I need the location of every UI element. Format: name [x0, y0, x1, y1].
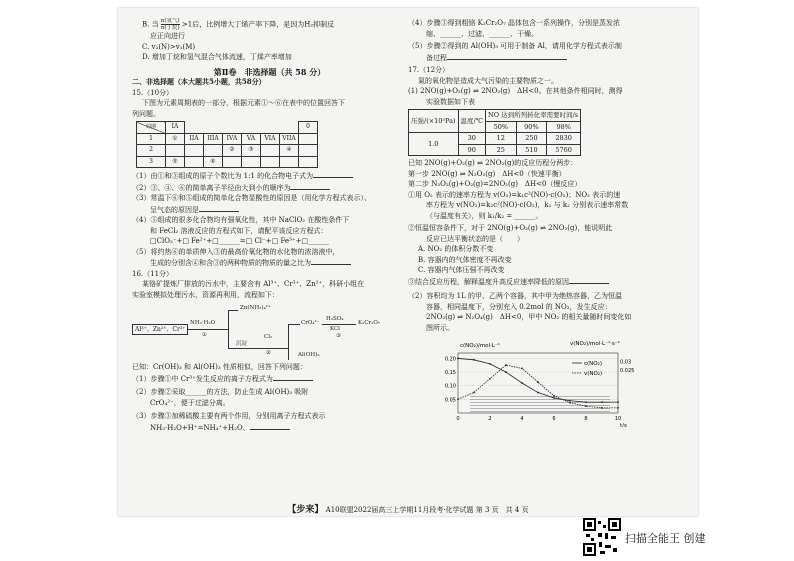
q17-option-b: B. 容器内的气体密度不再改变 [418, 255, 512, 264]
pt-cell: IIIA [204, 133, 223, 145]
point-c-no2 [553, 397, 555, 399]
pt-cell: 1 [137, 133, 166, 145]
pt-cell [261, 145, 280, 157]
y-tick-label-left: 0.15 [444, 370, 456, 377]
option-b [132, 18, 407, 31]
q16-3b [132, 422, 407, 434]
q17-1a: ①用 O₂ 表示的速率方程为 v(O₂)=k₁c²(NO)·c(O₂)；NO₂ 表示的速 [408, 190, 621, 199]
flow-reagent-kcl: KCl [330, 326, 340, 332]
dt-cell: 510 [516, 144, 547, 156]
flow-step-2: ② [266, 350, 271, 356]
flow-precipitate: 沉淀 [236, 341, 248, 347]
point-v-no2 [521, 368, 523, 370]
x-tick-label: 0 [456, 416, 460, 422]
q15-2-text: （2）③、④、⑥的简单离子半径由大到小的顺序为 [132, 183, 291, 192]
pt-row-2 [137, 145, 318, 157]
point-v-no2 [617, 407, 619, 409]
answer-blank[interactable] [569, 276, 609, 284]
q16-stem-2: 实验室模拟处理污水，资源再利用，流程如下： [132, 290, 279, 299]
right-column [408, 18, 692, 427]
flow-reagent-h2so4: H₂SO₄ [326, 316, 344, 322]
chart-svg [430, 335, 660, 427]
y-tick-label-right: 0.03 [620, 359, 632, 366]
dt-time-header: NO 达到所列转化率需要时间/s [486, 110, 581, 122]
q16-2a: （2）步骤②采取______的方法，防止生成 Al(OH)₃ 吸附 [132, 388, 309, 396]
point-v-no2 [569, 402, 571, 404]
pt-cell [166, 145, 185, 157]
ratio-fraction [161, 18, 180, 31]
dt-cell: 5760 [547, 144, 581, 156]
pt-cell: ③ [242, 145, 261, 157]
chart-hatched-region [470, 395, 610, 413]
q17-header: 17.（12分） [408, 66, 450, 74]
q15-3b [132, 204, 407, 216]
pt-cell [223, 156, 242, 168]
dt-cell: 12 [486, 133, 517, 145]
y-tick-label-left: 0.05 [444, 397, 456, 404]
flow-product: K₂Cr₂O₇ [358, 320, 381, 326]
chart-legend [572, 361, 602, 377]
pt-period-label: 周期 [145, 124, 156, 130]
flow-zn-complex: Zn(NH₃)₄²⁺ [240, 305, 271, 311]
q16-4a: （4）步骤③得到粗铬 K₂Cr₂O₇ 晶体包含一系列操作，分别是蒸发浓 [408, 19, 620, 27]
flow-chromate: CrO₄²⁻ [301, 320, 320, 326]
pt-cell [204, 145, 223, 157]
flow-arrow [288, 324, 300, 325]
q17-3 [408, 276, 692, 288]
q16-3a: （3）步骤③加稀硫酸主要有两个作用，分别用离子方程式表示 [132, 412, 326, 420]
left-column [132, 18, 407, 433]
fraction-denominator: n(丁烷) [160, 25, 180, 31]
flow-arrow [322, 324, 356, 325]
point-c-no2 [601, 401, 603, 403]
answer-blank[interactable] [313, 170, 353, 178]
q17-4a: （2）容积均为 1L 的甲、乙两个容器，其中甲为绝热容器，乙为恒温 [408, 292, 623, 300]
pt-row-1 [137, 133, 318, 145]
legend-v-no2: v(NO₂) [584, 371, 603, 377]
flow-arrow [188, 329, 228, 330]
page-footer [118, 502, 698, 515]
q16-5a: （5）步骤②得到的 Al(OH)₃ 可用于制备 Al，请用化学方程式表示制 [408, 42, 622, 50]
point-v-no2 [537, 381, 539, 383]
flow-arrow [228, 310, 238, 311]
pt-gap [185, 122, 299, 134]
x-tick-label: 8 [584, 416, 588, 422]
q17-1b: 率方程为 v(NO₂)=k₂c²(NO)·c(O₂)，k₁ 与 k₂ 分别表示速率常数 [426, 201, 629, 209]
dt-pressure-header: 压强/(×10⁵Pa) [409, 110, 459, 133]
dt-percent: 50% [486, 121, 517, 133]
q17-stem-1: 氮的氧化物是造成大气污染的主要物质之一。 [418, 76, 558, 85]
section-subtitle: 二、非选择题（本大题共5小题，共58分） [132, 77, 266, 86]
process-flow-diagram [132, 302, 407, 360]
point-c-no2 [617, 401, 619, 403]
point-v-no2 [601, 407, 603, 409]
q16-5b [408, 52, 692, 64]
q16-known: 已知：Cr(OH)₃ 和 Al(OH)₃ 性质相似，回答下列问题： [132, 363, 307, 371]
option-c: C. v₂(N)>v₁(M) [142, 42, 196, 51]
pt-cell: ⑥ [204, 156, 223, 168]
q16-4b: 缩、______、过滤、______、干燥。 [426, 29, 538, 38]
q16-header: 16.（11分） [132, 269, 174, 278]
flow-al-hydroxide: Al(OH)₃ [298, 352, 320, 358]
q16-2b: CrO₄²⁻，便于过滤分离。 [150, 398, 230, 407]
pt-header-row [137, 122, 318, 134]
pt-cell [242, 156, 261, 168]
conversion-data-table [408, 109, 581, 156]
qr-code-icon [583, 518, 621, 556]
legend-c-no2: c(NO₂) [584, 361, 602, 367]
dt-cell: 250 [516, 133, 547, 145]
dt-row [409, 133, 581, 145]
pt-cell: 3 [137, 156, 166, 168]
dt-temp-header: 温度/℃ [458, 110, 485, 133]
pt-cell [299, 133, 318, 145]
q17-option-c: C. 容器内气体压强不再改变 [418, 266, 505, 274]
q17-known-3: 第二步 N₂O₂(g)+O₂(g)=2NO₂(g) ΔH<0（慢反应） [408, 180, 582, 188]
pt-cell: VIA [261, 133, 280, 145]
dt-percent: 90% [516, 121, 547, 133]
pt-cell: ⑤ [166, 156, 185, 168]
fraction-numerator: n(氢气) [160, 18, 180, 24]
pt-cell: ① [166, 133, 185, 145]
q15-4b: 和 FeCl₂ 溶液反应的方程式如下，请配平该反应方程式： [150, 226, 328, 235]
point-v-no2 [473, 392, 475, 394]
answer-blank[interactable] [290, 182, 330, 190]
pt-h-1: IA [166, 122, 185, 134]
pt-cell: VA [242, 133, 261, 145]
point-c-no2 [537, 392, 539, 394]
x-tick-label: 2 [488, 416, 492, 422]
point-c-no2 [569, 400, 571, 402]
flow-branch-line [228, 310, 229, 348]
y-tick-label-left: 0.10 [444, 383, 456, 390]
option-b-text-1: B. 当 [142, 20, 159, 29]
q17-3-text: ③结合反应历程，解释温度升高反应速率降低的原因 [408, 277, 569, 286]
q15-3a: （3）常温下⑥和⑤组成的简单化合物显酸性的原因是（用化学方程式表示）、 [132, 194, 371, 202]
pt-cell [185, 156, 204, 168]
q15-stem-2: 列问题。 [132, 109, 160, 118]
no2-time-chart [430, 335, 692, 427]
chart-ylabel-right: v(NO₂)/mol·L⁻¹·s⁻¹ [570, 341, 620, 347]
flow-step-3: ③ [336, 333, 341, 339]
option-b-text-3: 应正向进行 [150, 32, 185, 40]
y-tick-label-right: 0.025 [620, 368, 635, 375]
q15-3b-text: 呈气态的原因是 [150, 205, 199, 214]
footer-text: A10联盟2022届高三上学期11月段考·化学试题 第 3 页 共 4 页 [325, 506, 529, 514]
q15-5a: （5）将约热⑥的单质伸入③的最高价氧化物的水化物的浓溶液中， [132, 247, 340, 256]
chart-xlabel: t/s [620, 423, 627, 427]
dt-cell: 30 [458, 133, 485, 145]
flow-input-ions: Al³⁺、Zn²⁺、Cr³⁺ [132, 324, 188, 335]
scanner-watermark: 扫描全能王 创建 [625, 532, 706, 545]
pt-h-0: 0 [299, 122, 318, 134]
answer-blank[interactable] [447, 52, 567, 60]
dt-pressure-value: 1.0 [409, 133, 459, 156]
q15-5b-text: 生成的分别含④和含③的两种物质的物质的量之比为 [150, 259, 311, 267]
q16-stem-1: 某铬矿提炼厂排放的污水中，主要含有 Al³⁺、Cr³⁺、Zn²⁺，科研小组在 [142, 280, 365, 288]
pt-corner [137, 122, 166, 134]
point-v-no2 [585, 405, 587, 407]
option-b-text-2: >1后，比例增大丁烯产率下降，是因为H₂抑制反 [181, 20, 335, 29]
q17-4d: 图所示。 [426, 323, 454, 332]
flow-arrow [228, 348, 288, 349]
q16-1-text: （1）步骤①中 Cr³⁺发生反应的离子方程式为 [132, 374, 273, 383]
x-tick-label: 4 [520, 416, 524, 422]
pt-cell: IIA [185, 133, 204, 145]
pt-cell: ② [223, 145, 242, 157]
q15-4a: （4）⑤组成的很多化合物均有强氧化性，其中 NaClO₂ 在酸性条件下 [132, 216, 350, 224]
point-c-no2 [473, 359, 475, 361]
dt-cell: 25 [486, 144, 517, 156]
dt-cell: 90 [458, 144, 485, 156]
x-tick-label: 6 [552, 416, 556, 422]
pt-cell [261, 156, 280, 168]
q17-1c: （与温度有关），则 k₁/k₂ = ______。 [426, 211, 543, 220]
q15-4c: □ClO₂⁻+□ Fe²⁺+□______=□ Cl⁻+□ Fe³⁺+□______ [150, 237, 330, 245]
pt-cell [185, 145, 204, 157]
q16-5b-text: 备过程 [426, 53, 447, 62]
answer-blank[interactable] [311, 257, 351, 265]
q16-3b-text: NH₃·H₂O+H⁺=NH₄⁺+H₂O、 [150, 423, 250, 432]
q17-stem-2: (1) 2NO(g)+O₂(g) ⇌ 2NO₂(g) ΔH<0。在其他条件相同时，测得 [408, 87, 623, 95]
answer-blank[interactable] [199, 204, 239, 212]
q17-known-1: 已知 2NO(g)+O₂(g) ⇌ 2NO₂(g)的反应历程分两步： [408, 159, 578, 167]
point-c-no2 [457, 358, 459, 360]
q15-stem-1: 下图为元素周期表的一部分，根据元素①～⑥在表中的位置回答下 [142, 99, 345, 107]
exam-page [118, 8, 698, 516]
pt-cell [280, 156, 299, 168]
point-c-no2 [505, 371, 507, 373]
y-tick-label-left: 0.20 [444, 356, 456, 363]
dt-header-row [409, 110, 581, 122]
x-tick-label: 10 [614, 416, 622, 422]
q17-2a: ②恒温恒容条件下，对于 2NO(g)+O₂(g) ⇌ 2NO₂(g)，能说明此 [408, 224, 613, 232]
point-c-no2 [585, 401, 587, 403]
footer-brand: 【步来】 [287, 505, 324, 515]
q16-1 [132, 373, 407, 385]
point-v-no2 [489, 378, 491, 380]
q17-4c: 2NO₂(g) ⇌ N₂O₄(g) ΔH<0，甲中 NO₂ 的相关量随时间变化如 [426, 313, 632, 321]
section-title: 第Ⅱ卷 非选择题（共 58 分） [213, 66, 326, 77]
q15-2 [132, 182, 407, 194]
point-c-no2 [521, 382, 523, 384]
pt-cell [299, 145, 318, 157]
dt-cell: 2830 [547, 133, 581, 145]
q15-header: 15.（10分） [132, 88, 174, 97]
pt-cell: ④ [280, 145, 299, 157]
q17-known-2: 第一步 2NO(g) ⇌ N₂O₂(g) ΔH<0（快速平衡） [408, 169, 566, 178]
q15-1 [132, 170, 407, 182]
dt-percent: 98% [547, 121, 581, 133]
point-v-no2 [457, 398, 459, 400]
q15-1-text: （1）由①和③组成的原子个数比为 1:1 的化合物电子式为 [132, 172, 314, 180]
option-d: D. 增加丁烷和氢气混合气体流速，丁烯产率增加 [142, 53, 292, 61]
q17-4b: 容器，相同温度下，分别充入 0.2mol 的 NO₂，发生反应： [426, 302, 612, 311]
answer-blank[interactable] [250, 422, 290, 430]
pt-cell: VIIA [280, 133, 299, 145]
pt-cell: IVA [223, 133, 242, 145]
q17-option-a: A. NO₂ 的体积分数不变 [418, 245, 494, 253]
point-c-no2 [489, 363, 491, 365]
q17-stem-3: 实验数据如下表 [426, 97, 475, 106]
pt-cell [299, 156, 318, 168]
pt-row-3 [137, 156, 318, 168]
periodic-table [136, 121, 318, 168]
pt-cell: 2 [137, 145, 166, 157]
flow-step-1: ① [202, 332, 207, 338]
answer-blank[interactable] [273, 373, 313, 381]
q17-2b: 反应已达平衡状态的是（ ） [426, 234, 524, 243]
flow-reagent-cl2: Cl₂ [264, 334, 273, 340]
q15-5b [132, 257, 407, 269]
point-v-no2 [553, 395, 555, 397]
chart-ylabel-left: c(NO₂)/mol·L⁻¹ [460, 343, 500, 349]
flow-reagent-nh3: NH₃·H₂O [190, 320, 216, 326]
point-v-no2 [505, 364, 507, 366]
